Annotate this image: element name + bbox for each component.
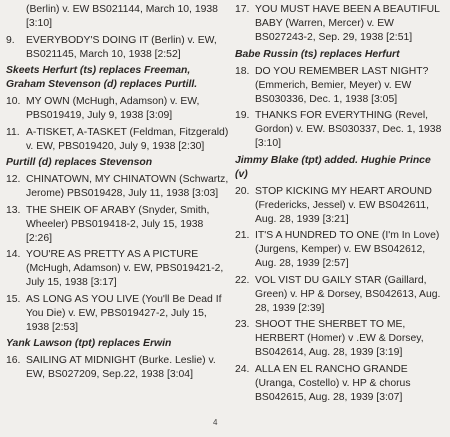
track-entry-11 xyxy=(6,126,230,154)
track-number: 9. xyxy=(6,34,15,46)
track-number: 24. xyxy=(235,363,250,375)
personnel-note: Purtill (d) replaces Stevenson xyxy=(6,157,153,168)
track-number: 15. xyxy=(6,293,21,305)
track-entry-9 xyxy=(6,34,230,62)
personnel-note: Jimmy Blake (tpt) added. Hughie Prince (v) xyxy=(235,154,431,180)
track-text: THANKS FOR EVERYTHING (Revel, Gordon) v. EW. BS030337, Dec. 1, 1938 [3:10] xyxy=(255,110,442,149)
track-text: YOU'RE AS PRETTY AS A PICTURE (McHugh, Adamson) v. EW, PBS019421-2, July 15, 1938 [3:17] xyxy=(26,249,224,288)
track-number: 18. xyxy=(235,65,250,77)
personnel-note: Skeets Herfurt (ts) replaces Freeman, Graham Stevenson (d) replaces Purtill. xyxy=(6,65,198,90)
track-text: AS LONG AS YOU LIVE (You'll Be Dead If You Die) v. EW, PBS019427-2, July 15, 1938 [2:53] xyxy=(26,293,222,333)
right-column xyxy=(235,3,445,407)
track-number: 12. xyxy=(6,174,21,185)
track-number: 10. xyxy=(6,96,21,107)
track-entry-24 xyxy=(235,363,445,405)
track-entry-19 xyxy=(235,109,445,151)
track-entry-17 xyxy=(235,3,445,45)
page-number: 4 xyxy=(213,418,218,427)
track-entry-13 xyxy=(6,204,230,246)
track-entry-14 xyxy=(6,248,230,290)
track-text: EVERYBODY'S DOING IT (Berlin) v. EW, BS021145, March 10, 1938 [2:52] xyxy=(26,34,217,60)
track-8-continuation: (Berlin) v. EW BS021144, March 10, 1938 [3:10] xyxy=(26,4,218,29)
track-text: IT'S A HUNDRED TO ONE (I'm In Love) (Jurgens, Kemper) v. EW BS042612, Aug. 28, 1939 [2:57] xyxy=(255,230,440,269)
track-entry-22 xyxy=(235,274,445,316)
track-text: THE SHEIK OF ARABY (Snyder, Smith, Wheeler) PBS019418-2, July 15, 1938 [2:26] xyxy=(26,204,210,244)
track-text: SAILING AT MIDNIGHT (Burke. Leslie) v. EW, BS027209, Sep.22, 1938 [3:04] xyxy=(26,355,216,380)
track-text: STOP KICKING MY HEART AROUND (Fredericks, Jessel) v. EW BS042611, Aug. 28, 1939 [3:21] xyxy=(255,185,432,225)
track-number: 13. xyxy=(6,204,21,216)
track-number: 19. xyxy=(235,110,250,121)
track-text: YOU MUST HAVE BEEN A BEAUTIFUL BABY (Warren, Mercer) v. EW BS027243-2, Sep. 29, 1938 [2:51] xyxy=(255,4,440,43)
track-text: VOL VIST DU GAILY STAR (Gaillard, Green) v. HP & Dorsey, BS042613, Aug. 28, 1939 [2:39] xyxy=(255,274,441,314)
track-entry-10 xyxy=(6,95,230,123)
track-number: 20. xyxy=(235,185,250,197)
track-entry-12 xyxy=(6,173,230,201)
track-entry-16 xyxy=(6,354,230,382)
track-number: 16. xyxy=(6,355,21,366)
track-number: 14. xyxy=(6,249,21,260)
track-number: 11. xyxy=(6,126,20,138)
track-entry-15 xyxy=(6,293,230,335)
track-entry-23 xyxy=(235,318,445,360)
track-entry-20 xyxy=(235,185,445,227)
track-text: A-TISKET, A-TASKET (Feldman, Fitzgerald) v. EW, PBS019420, July 9, 1938 [2:30] xyxy=(26,126,229,152)
personnel-note: Yank Lawson (tpt) replaces Erwin xyxy=(6,338,172,349)
track-text: MY OWN (McHugh, Adamson) v. EW, PBS019419, July 9, 1938 [3:09] xyxy=(26,96,200,121)
track-number: 23. xyxy=(235,319,250,330)
track-entry-18 xyxy=(235,65,445,107)
track-text: CHINATOWN, MY CHINATOWN (Schwartz, Jerome) PBS019428, July 11, 1938 [3:03] xyxy=(26,174,229,199)
left-column xyxy=(6,3,230,385)
track-text: ALLA EN EL RANCHO GRANDE (Uranga, Costello) v. HP & chorus BS042615, Aug. 28, 1939 [3:07] xyxy=(255,363,411,403)
track-text: DO YOU REMEMBER LAST NIGHT? (Emmerich, Bemier, Meyer) v. EW BS030336, Dec. 1, 1938 [3:05] xyxy=(255,65,429,105)
track-number: 21. xyxy=(235,230,250,241)
track-entry-21 xyxy=(235,229,445,271)
personnel-note: Babe Russin (ts) replaces Herfurt xyxy=(235,48,400,60)
track-number: 17. xyxy=(235,4,250,15)
track-text: SHOOT THE SHERBET TO ME, HERBERT (Homer) v .EW & Dorsey, BS042614, Aug. 28, 1939 [3:19] xyxy=(255,319,424,358)
track-number: 22. xyxy=(235,274,250,286)
